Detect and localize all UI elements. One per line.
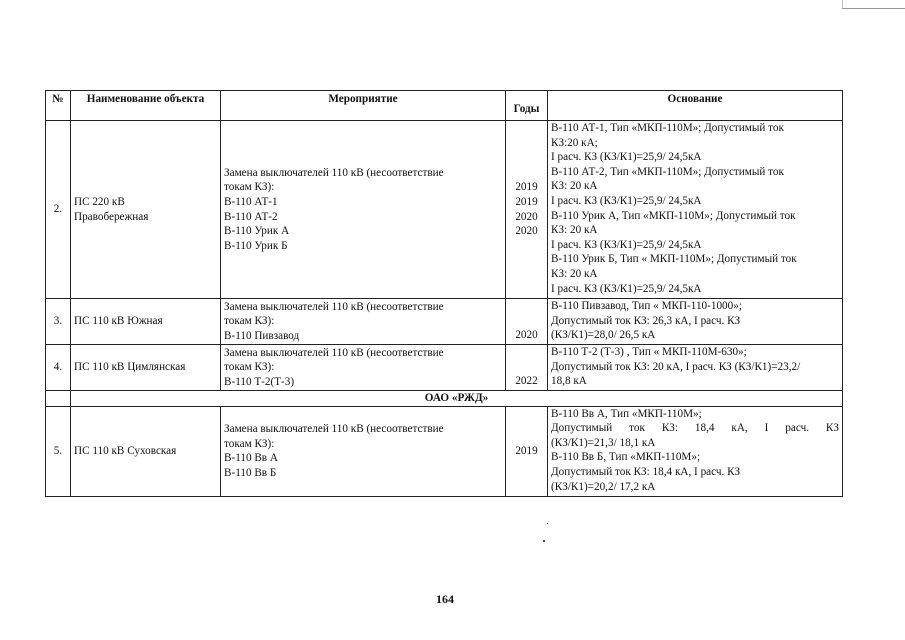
- year-value: 2020: [515, 225, 538, 238]
- scan-corner-mark: [842, 0, 905, 9]
- header-object: Наименование объекта: [71, 91, 221, 121]
- basis-line: В-110 Урик Б, Тип « МКП-110М»; Допустимый ток: [551, 253, 797, 266]
- measure-line: Замена выключателей 110 кВ (несоответствие: [224, 300, 444, 313]
- object-line: ПС 110 кВ Суховская: [74, 444, 177, 457]
- section-num-cell: [46, 391, 71, 407]
- measure-line: токам КЗ):: [224, 437, 275, 450]
- table-row: [46, 299, 843, 345]
- measure-line: токам КЗ):: [224, 181, 275, 194]
- basis-line: Допустимый ток КЗ: 20 кА, I расч. КЗ (КЗ/К1)=23,2/: [551, 360, 801, 373]
- years-cell: [506, 345, 548, 391]
- section-row: [46, 391, 843, 407]
- measure-line: токам КЗ):: [224, 315, 275, 328]
- measure-cell: [221, 406, 506, 496]
- scan-speck: [543, 540, 545, 542]
- basis-cell: [548, 345, 843, 391]
- table-row: [46, 121, 843, 299]
- basis-line: В-110 Т-2 (Т-3) , Тип « МКП-110М-630»;: [551, 346, 747, 358]
- measure-line: токам КЗ):: [224, 361, 275, 374]
- measure-line: Замена выключателей 110 кВ (несоответствие: [224, 346, 444, 359]
- measure-line: Замена выключателей 110 кВ (несоответствие: [224, 422, 444, 435]
- object-line: Правобережная: [74, 210, 149, 223]
- basis-cell: [548, 299, 843, 345]
- measure-line: В-110 Урик А: [224, 225, 290, 238]
- basis-line: (КЗ/К1)=21,3/ 18,1 кА: [551, 436, 656, 449]
- measure-line: В-110 Пивзавод: [224, 329, 300, 342]
- basis-line: (КЗ/К1)=20,2/ 17,2 кА: [551, 480, 656, 493]
- basis-line: 18,8 кА: [551, 375, 587, 388]
- object-cell: [71, 299, 221, 345]
- measure-cell: [221, 299, 506, 345]
- measure-line: Замена выключателей 110 кВ (несоответствие: [224, 166, 444, 179]
- year-value: 2019: [515, 195, 538, 208]
- header-years: Годы: [506, 91, 548, 121]
- row-num: 2.: [46, 121, 71, 299]
- years-cell: [506, 406, 548, 496]
- table-row: [46, 406, 843, 496]
- basis-line: КЗ: 20 кА: [551, 267, 598, 280]
- section-title: ОАО «РЖД»: [71, 391, 843, 407]
- basis-cell: [548, 406, 843, 496]
- object-line: ПС 110 кВ Цимлянская: [74, 361, 186, 374]
- measure-line: В-110 АТ-2: [224, 210, 278, 223]
- measure-line: В-110 Вв А: [224, 452, 278, 465]
- basis-line: Допустимый ток КЗ: 18,4 кА, I расч. КЗ: [551, 422, 839, 435]
- basis-line: КЗ: 20 кА: [551, 224, 598, 237]
- basis-line: I расч. КЗ (КЗ/К1)=25,9/ 24,5кА: [551, 238, 702, 251]
- basis-cell: [548, 121, 843, 299]
- basis-line: Допустимый ток КЗ: 26,3 кА, I расч. КЗ: [551, 314, 741, 327]
- measure-cell: [221, 345, 506, 391]
- table-row: [46, 345, 843, 391]
- object-line: ПС 220 кВ: [74, 195, 125, 208]
- measure-line: В-110 Т-2(Т-3): [224, 375, 295, 388]
- header-row: [46, 91, 843, 121]
- basis-line: В-110 Урик А, Тип «МКП-110М»; Допустимый ток: [551, 209, 796, 222]
- object-line: ПС 110 кВ Южная: [74, 315, 163, 328]
- basis-line: КЗ:20 кА;: [551, 136, 598, 149]
- scan-speck: [547, 523, 548, 524]
- year-value: 2019: [515, 444, 538, 457]
- measure-line: В-110 АТ-1: [224, 195, 278, 208]
- object-cell: [71, 345, 221, 391]
- measure-line: В-110 Вв Б: [224, 466, 277, 479]
- basis-line: В-110 Вв Б, Тип «МКП-110М»;: [551, 451, 701, 464]
- basis-line: В-110 Вв А, Тип «МКП-110М»;: [551, 407, 702, 420]
- basis-line: В-110 АТ-2, Тип «МКП-110М»; Допустимый ток: [551, 165, 784, 178]
- years-cell: [506, 299, 548, 345]
- object-cell: [71, 406, 221, 496]
- header-basis: Основание: [548, 91, 843, 121]
- row-num: 5.: [46, 406, 71, 496]
- measures-table: [45, 90, 843, 497]
- measure-cell: [221, 121, 506, 299]
- basis-line: В-110 АТ-1, Тип «МКП-110М»; Допустимый ток: [551, 122, 784, 134]
- basis-line: I расч. КЗ (КЗ/К1)=25,9/ 24,5кА: [551, 151, 702, 164]
- basis-line: Допустимый ток КЗ: 18,4 кА, I расч. КЗ: [551, 465, 741, 478]
- row-num: 4.: [46, 345, 71, 391]
- object-cell: [71, 121, 221, 299]
- year-value: 2020: [515, 329, 538, 342]
- header-num: №: [46, 91, 71, 121]
- basis-line: I расч. КЗ (КЗ/К1)=25,9/ 24,5кА: [551, 194, 702, 207]
- basis-line: В-110 Пивзавод, Тип « МКП-110-1000»;: [551, 300, 742, 312]
- year-value: 2020: [515, 210, 538, 223]
- years-cell: [506, 121, 548, 299]
- basis-line: (КЗ/К1)=28,0/ 26,5 кА: [551, 329, 656, 342]
- basis-line: I расч. КЗ (КЗ/К1)=25,9/ 24,5кА: [551, 282, 702, 295]
- header-measure: Мероприятие: [221, 91, 506, 121]
- measure-line: В-110 Урик Б: [224, 239, 288, 252]
- row-num: 3.: [46, 299, 71, 345]
- year-value: 2019: [515, 181, 538, 194]
- year-value: 2022: [515, 375, 538, 388]
- basis-line: КЗ: 20 кА: [551, 180, 598, 193]
- page-number: 164: [436, 592, 454, 606]
